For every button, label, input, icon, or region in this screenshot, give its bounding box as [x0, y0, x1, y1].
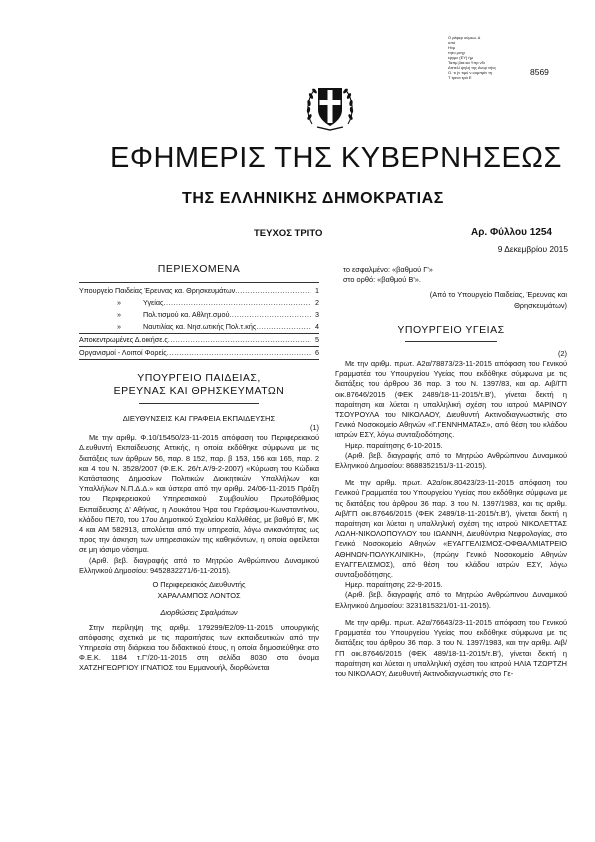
note-number: (2) [557, 348, 567, 358]
section-title-education-2: ΕΡΕΥΝΑΣ ΚΑΙ ΘΡΗΣΚΕΥΜΑΤΩΝ [113, 385, 285, 397]
right-column [335, 265, 567, 679]
page-number: 8569 [530, 67, 549, 77]
toc-item[interactable]: » Ναυτιλίας κα. Νησ.ωτικής Πολ.τ.κής ..... 4 [79, 321, 319, 333]
paragraph: Με την αριθμ. πρωτ. Α2α/76643/23-11-2015 απόφαση του Γενικού Γραμματέα του Υπουργείου Υγείας που εκδόθηκε σύμφωνα με τις διατάξεις του άρθρου 36 παρ. 3 του Ν. 1397/1983, και την αριθμ. Αιβ/ΓΠ οικ.87646/2015 (ΦΕΚ 489/18-11-2015/τ.Β'), γίνεται δεκτή η παραίτηση και λύεται η υπαλληλική σχέση του ιατρού ΗΛΙΑ ΤΖΩΡΤΖΗ του ΝΙΚΟΛΑΟΥ, Διευθυντή Ακτινοδιαγνωστικής στο Γε- [335, 617, 567, 678]
table-of-contents [79, 285, 319, 360]
paragraph: Με την αριθμ. πρωτ. Α2α/οικ.80423/23-11-2015 απόφαση του Γενικού Γραμματέα του Υπουργείου Υγείας που εκδόθηκε σύμφωνα με τις διατάξεις του άρθρου 36 παρ. 3 του Ν. 1397/1983, και τις αριθμ. Αιβ/ΓΠ οικ.87646/2015 (ΦΕΚ 2489/18-11-2015/τ.Β'), γίνεται δεκτή η παραίτηση και λύεται η υπαλληλική σχέση της ιατρού ΝΙΚΟΛΕΤΤΑΣ ΛΩΛΗ-ΝΙΚΟΛΟΠΟΥΛΟΥ του ΙΩΑΝΝΗ, Διευθύντρια Νεφρολογίας, στο Γενικό Νοσοκομείο Αθηνών «ΕΥΑΓΓΕΛΙΣΜΟΣ-ΟΦΘΑΛΜΙΑΤΡΕΙΟ ΑΘΗΝΩΝ-ΠΟΛΥΚΛΙΝΙΚΗ», (πρώην Γενικό Νοσοκομείο Αθηνών ΕΥΑΓΓΕΛΙΣΜΟΣ), από θέση του κλάδου ιατρών ΕΣΥ, λόγω συνταξιοδότησης. [335, 478, 567, 580]
toc-item[interactable]: Υπουργείο Παιδείας Έρευνας κα. Θρησκευμάτων ..... 1 [79, 285, 319, 297]
section-title-health: ΥΠΟΥΡΓΕΙΟ ΥΓΕΙΑΣ [397, 323, 505, 336]
paragraph: (Αριθ. βεβ. διαγραφής από το Μητρώο Ανθρώπινου Δυναμικού Ελληνικού Δημοσίου: 9452832271/6-11-2015). [79, 555, 319, 575]
toc-item[interactable]: Αποκεντρωμένες Δ.οικήσε.ς ..... 5 [79, 334, 319, 346]
left-column [79, 260, 319, 674]
corrections-title: Διορθώσεις Σφαλμάτων [160, 608, 238, 618]
paragraph: Στην περίληψη της αριθμ. 179299/Ε2/09-11-2015 υπουργικής απόφασης σχετικά με τις παραιτήσεις των εκπαιδευτικών από την Υπηρεσία στη διάρκεια του διδακτικού έτους, η οποία δημοσιεύθηκε στο Φ.Ε.Κ. 1184 τ.Γ'/20-11-2015 στη σελίδα 8030 στο όνομα ΧΑΤΖΗΓΕΩΡΓΙΟΥ ΙΓΝΑΤΙΟΣ του Εμμανουήλ, διορθώνεται [79, 622, 319, 673]
issue-date: 9 Δεκεμβρίου 2015 [497, 244, 568, 254]
paragraph: (Αριθ. βεβ. διαγραφής από το Μητρώο Ανθρώπινου Δυναμικού Ελληνικού Δημοσίου: 8688352151/3-11-2015). [335, 450, 567, 471]
paragraph: (Αριθ. βεβ. διαγραφής από το Μητρώο Ανθρώπινου Δυναμικού Ελληνικού Δημοσίου: 3231815321/01-11-2015). [335, 590, 567, 610]
sheet-number: Αρ. Φύλλου 1254 [471, 227, 552, 238]
section-title-education: ΥΠΟΥΡΓΕΙΟ ΠΑΙΔΕΙΑΣ, [137, 372, 261, 384]
signatory-name: ΧΑΡΑΛΑΜΠΟΣ ΛΟΝΤΟΣ [157, 591, 241, 601]
paragraph: Ημερ. παραίτησης 22-9-2015. [345, 580, 443, 590]
paragraph: Με την αριθμ. Φ.10/15450/23-11-2015 απόφαση του Περιφερειακού Δ.ευθυντή Εκπαίδευσης Αττικής, η οποία εκδόθηκε σύμφωνα με τις διατάξεις των άρθρων 56, παρ. 8 152, παρ. β 153, 156 και 165, παρ. 2 και 4 του Ν. 3528/2007 (Φ.Ε.Κ. 26/τ.Α'/9-2-2007) «Κύρωση του Κώδικα Κατάστασης Δημοσίων Πολιτικών Διοικητικών Υπαλλήλων και Υπαλλήλων Ν.Π.Δ.Δ.» και ύστερα από την αριθμ. 24/06-11-2015 Πράξη του Περιφερειακού Υπηρεσιακού Συμβουλίου Πρωτοβάθμιας Εκπαίδευσης Δ' Αθήνας, η Λουκάτου Ήρα του Γεράσιμου-Κωνσταντίνου, κλάδου ΠΕ70, του 17ου Δημοτικού Σχολείου Καλλιθέας, με βαθμό Β', ΜΚ 4 και ΑΜ 582913, απολύεται από την υπηρεσία, λόγω ανικανότητας ως προς την άσκηση των υπηρεσιακών της καθηκόντων, η οποία οφείλεται σε μη ιάσιμο νόσημα. [79, 433, 319, 555]
print-notice: Ο ρέφερ ούμιωι. Δ υπό Ηνμ τητο μινχι εργμε (ΕΥ) ήμ Ταπμ βιιιι κα Υπρ νδι Απτελί ψηλή της Ανορ νήνς Ο. τι (ν τιμύ ν.ουμπρίν τη Τ τρινα τρά Ε [448, 35, 497, 80]
continued-text: στο ορθό: «βαθμού Β'». [343, 275, 421, 285]
gazette-title: ΕΦΗΜΕΡΙΣ ΤΗΣ ΚΥΒΕΡΝΗΣΕΩΣ [110, 142, 562, 174]
coat-of-arms-icon [303, 80, 357, 134]
toc-item[interactable]: » Πολ.τισμού κα. Αθλητ.σμού ..... 3 [79, 309, 319, 321]
source-note: (Από το Υπουργείο Παιδείας, Έρευνας και Θρησκευμάτων) [429, 290, 567, 310]
paragraph: Με την αριθμ. πρωτ. Α2α/78873/23-11-2015 απόφαση του Γενικού Γραμματέα του Υπουργείου Υγείας που εκδόθηκε σύμφωνα με τις διατάξεις του άρθρου 36 παρ. 3 του Ν. 1397/83, και αρ. Αιβ/ΓΠ οικ.87646/2015 (ΦΕΚ 2489/18-11-2015/τ.Β'), γίνεται δεκτή η παραίτηση και λύεται η υπαλληλική σχέση του ιατρού ΜΑΡΙΝΟΥ ΤΣΟΥΡΟΥΛΑ του ΝΙΚΟΛΑΟΥ, Διευθυντή Ακτινοδιαγνωστικής στο Γενικό Νοσοκομείο Αθηνών «Γ.ΓΕΝΝΗΜΑΤΑΣ», από θέση του κλάδου ιατρών ΕΣΥ, λόγω συνταξιοδότησης. [335, 359, 567, 440]
signatory-title: Ο Περιφερειακός Διευθυντής [152, 580, 246, 590]
gazette-subtitle: ΤΗΣ ΕΛΛΗΝΙΚΗΣ ΔΗΜΟΚΡΑΤΙΑΣ [182, 190, 444, 207]
continued-text: το εσφαλμένο: «βαθμού Γ'» [343, 265, 433, 274]
issue-label: ΤΕΥΧΟΣ ΤΡΙΤΟ [254, 228, 323, 239]
subheading: ΔΙΕΥΘΥΝΣΕΙΣ ΚΑΙ ΓΡΑΦΕΙΑ ΕΚΠΑΙΔΕΥΣΗΣ [122, 414, 276, 423]
paragraph: Ημερ. παραίτησης 6-10-2015. [345, 440, 443, 450]
toc-item[interactable]: Οργανισμοί - Λοιποί Φορείς ..... 6 [79, 347, 319, 359]
note-number: (1) [309, 423, 319, 432]
toc-heading: ΠΕΡΙΕΧΟΜΕΝΑ [157, 263, 241, 275]
toc-item[interactable]: » Υγείας ..... 2 [79, 297, 319, 309]
